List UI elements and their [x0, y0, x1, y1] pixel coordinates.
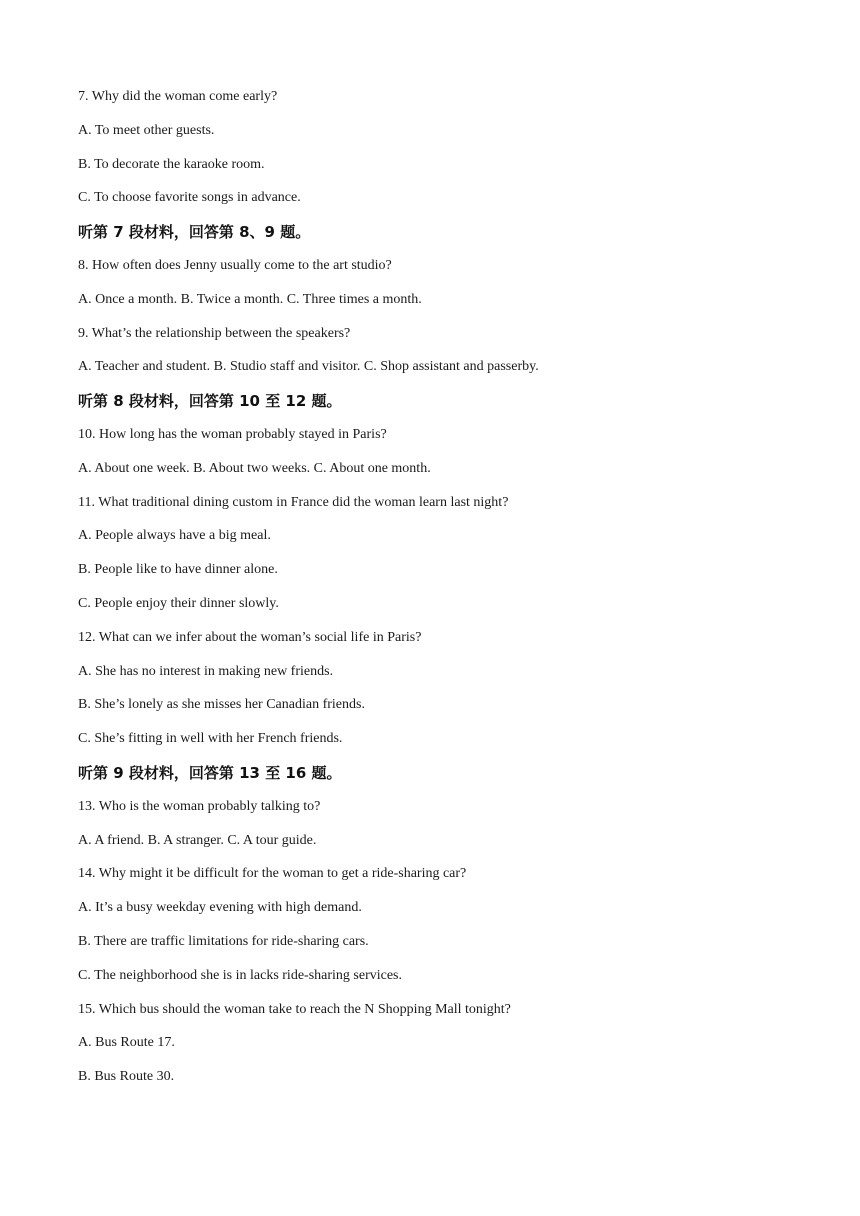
option-7b: B. To decorate the karaoke room. [78, 156, 265, 172]
option-14a: A. It’s a busy weekday evening with high demand. [78, 900, 362, 916]
option-14b: B. There are traffic limitations for ride-sharing cars. [78, 933, 369, 949]
question-14: 14. Why might it be difficult for the woman to get a ride-sharing car? [78, 866, 467, 882]
options-9: A. Teacher and student. B. Studio staff and visitor. C. Shop assistant and passerby. [78, 359, 539, 375]
options-13: A. A friend. B. A stranger. C. A tour guide. [78, 832, 317, 848]
option-12c: C. She’s fitting in well with her French friends. [78, 731, 343, 747]
option-14c: C. The neighborhood she is in lacks ride-sharing services. [78, 967, 403, 983]
option-11a: A. People always have a big meal. [78, 528, 271, 544]
option-15a: A. Bus Route 17. [78, 1035, 175, 1051]
question-11: 11. What traditional dining custom in France did the woman learn last night? [78, 494, 509, 510]
question-13: 13. Who is the woman probably talking to? [78, 798, 321, 814]
question-9: 9. What’s the relationship between the speakers? [78, 325, 351, 341]
section-heading-9: 听第 9 段材料，回答第 13 至 16 题。 [78, 763, 342, 782]
question-8: 8. How often does Jenny usually come to the art studio? [78, 257, 392, 273]
option-7c: C. To choose favorite songs in advance. [78, 190, 301, 206]
section-heading-7: 听第 7 段材料，回答第 8、9 题。 [78, 223, 311, 242]
option-11c: C. People enjoy their dinner slowly. [78, 595, 279, 611]
question-15: 15. Which bus should the woman take to reach the N Shopping Mall tonight? [78, 1001, 511, 1017]
question-10: 10. How long has the woman probably stayed in Paris? [78, 426, 387, 442]
option-7a: A. To meet other guests. [78, 122, 215, 138]
option-12a: A. She has no interest in making new friends. [78, 663, 334, 679]
question-7: 7. Why did the woman come early? [78, 89, 278, 104]
option-12b: B. She’s lonely as she misses her Canadian friends. [78, 697, 365, 713]
section-heading-8: 听第 8 段材料，回答第 10 至 12 题。 [78, 392, 342, 411]
option-11b: B. People like to have dinner alone. [78, 562, 278, 578]
question-12: 12. What can we infer about the woman’s social life in Paris? [78, 629, 422, 645]
options-10: A. About one week. B. About two weeks. C. About one month. [78, 460, 431, 476]
question-list [78, 86, 818, 1100]
option-15b: B. Bus Route 30. [78, 1069, 175, 1085]
options-8: A. Once a month. B. Twice a month. C. Three times a month. [78, 291, 422, 307]
